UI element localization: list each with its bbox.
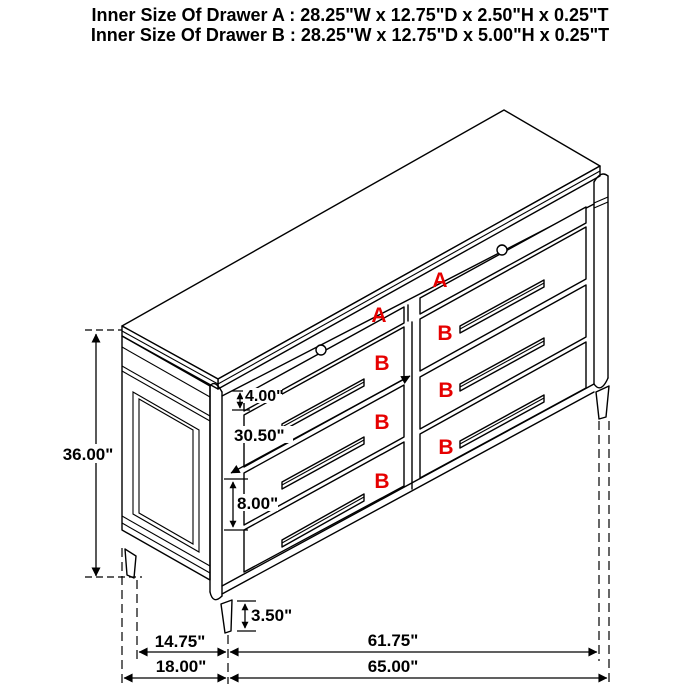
dim-side-leg-spacing-label: 14.75" — [154, 632, 206, 651]
dim-front-leg-spacing-label: 61.75" — [367, 631, 419, 650]
dim-overall-width — [230, 657, 607, 678]
dim-lower-drawer-height-label: 8.00" — [237, 494, 279, 513]
label-drawer-b1-right: B — [437, 322, 453, 345]
dim-leg-height — [237, 601, 292, 631]
dim-side-leg-spacing — [139, 632, 226, 652]
front-left-leg — [221, 600, 232, 633]
front-left-post — [210, 384, 232, 633]
dim-overall-depth-label: 18.00" — [155, 657, 207, 676]
title-drawer-a: Inner Size Of Drawer A : 28.25"W x 12.75"D x 2.50"H x 0.25"T — [91, 5, 609, 25]
dim-drawer-width-label: 30.50" — [234, 426, 285, 445]
label-drawer-b2-right: B — [438, 379, 454, 402]
dim-top-drawer-height-label: 4.00" — [245, 388, 284, 405]
label-drawer-b3-left: B — [374, 470, 390, 493]
knob-icon — [497, 245, 507, 255]
back-left-leg — [125, 549, 136, 578]
dim-overall-width-label: 65.00" — [367, 657, 419, 676]
label-drawer-b2-left: B — [374, 411, 390, 434]
title-drawer-b: Inner Size Of Drawer B : 28.25"W x 12.75"D x 5.00"H x 0.25"T — [90, 25, 610, 45]
label-drawer-a-right: A — [432, 269, 448, 292]
dim-leg-height-label: 3.50" — [251, 606, 293, 625]
label-drawer-a-left: A — [371, 304, 387, 327]
dim-front-leg-spacing — [230, 631, 597, 652]
front-right-leg — [596, 386, 609, 419]
label-drawer-b1-left: B — [374, 352, 390, 375]
dim-overall-height-label: 36.00" — [62, 445, 114, 464]
front-right-post — [594, 174, 609, 419]
dim-overall-depth — [124, 657, 226, 678]
knob-icon — [316, 345, 326, 355]
label-drawer-b3-right: B — [438, 436, 454, 459]
